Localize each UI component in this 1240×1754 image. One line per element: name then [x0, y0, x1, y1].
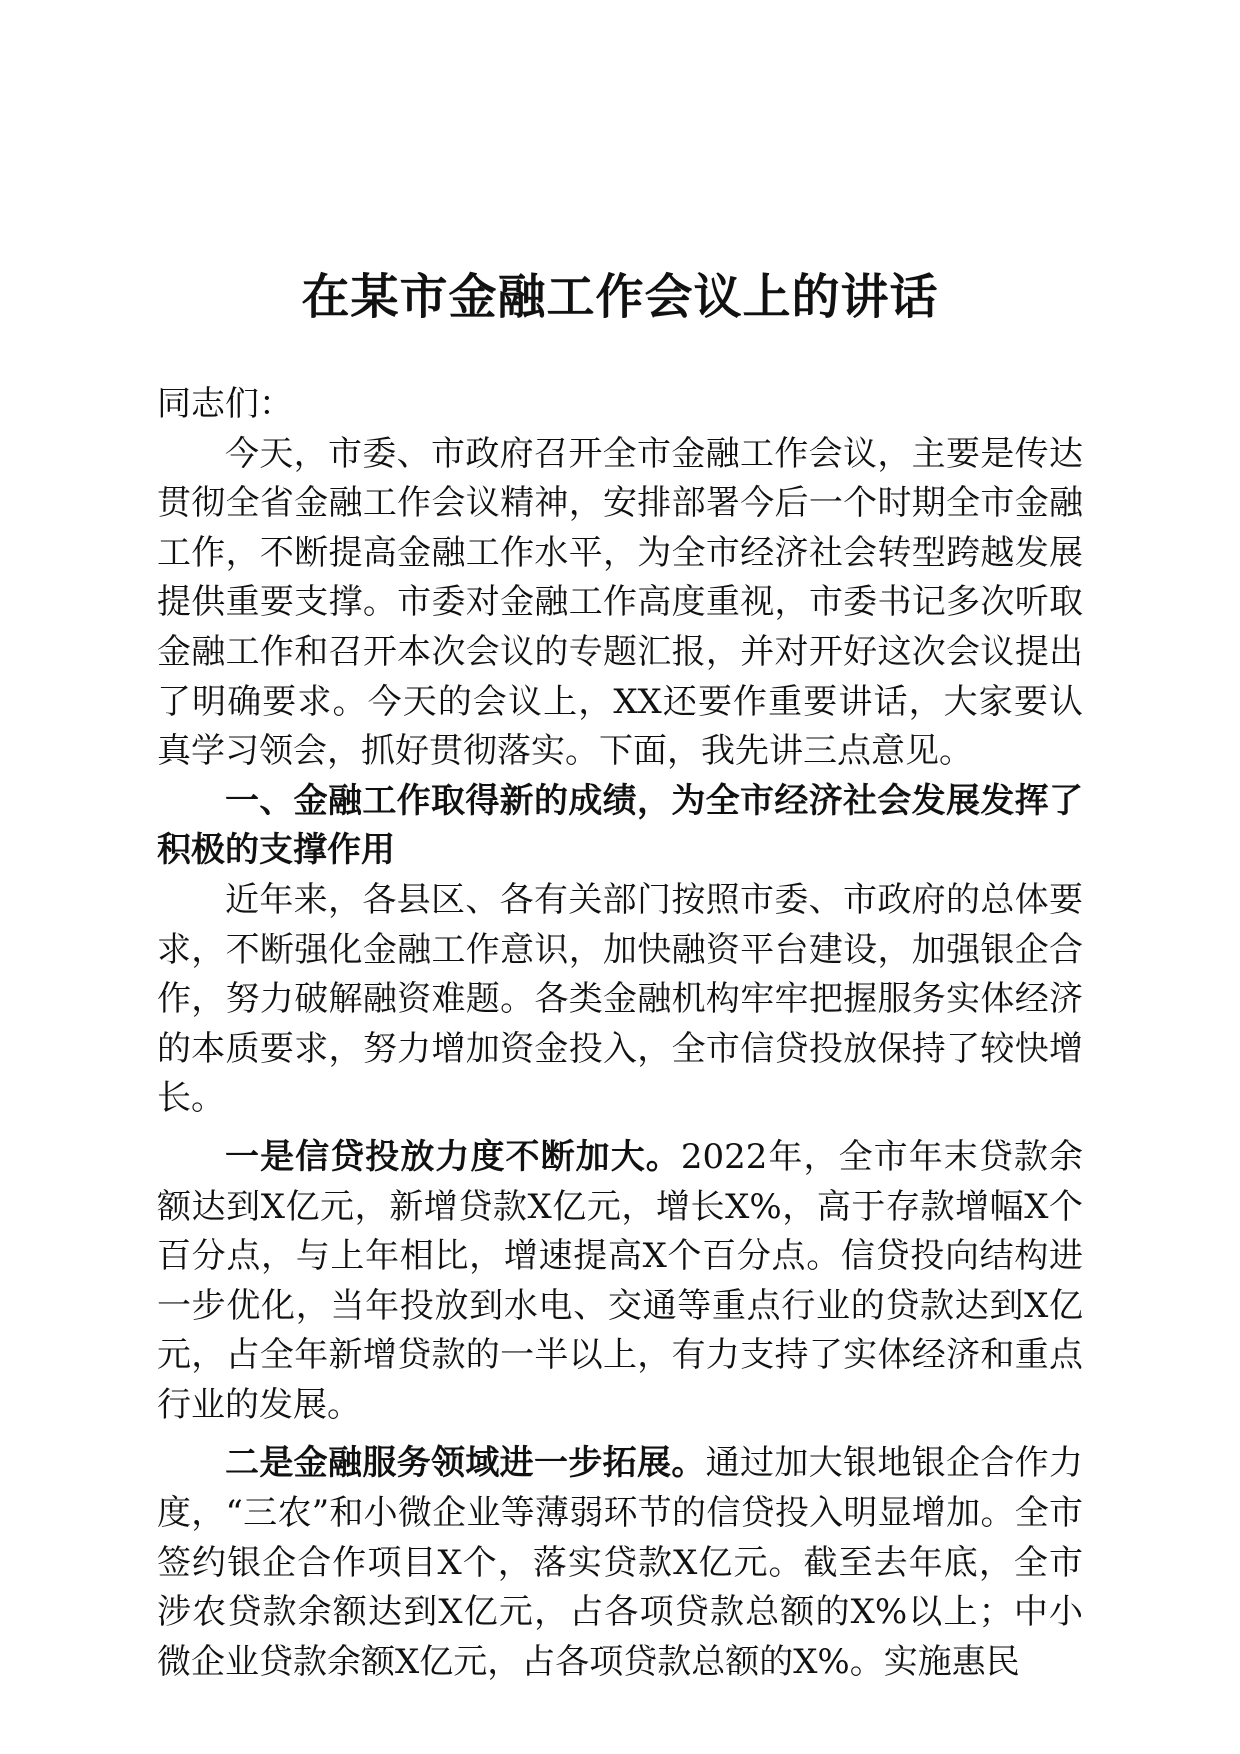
point-2-text: 通过加大银地银企合作力度，“三农”和小微企业等薄弱环节的信贷投入明显增加。全市签约银企合作项目X个，落实贷款X亿元。截至去年底，全市涉农贷款余额达到X亿元，占各项贷款总额的X%以上；中小微企业贷款余额X亿元，占各项贷款总额的X%。实施惠民	[157, 1443, 1084, 1682]
point-2-paragraph	[157, 1439, 1083, 1687]
point-1-lead: 一是信贷投放力度不断加大。	[225, 1136, 681, 1177]
point-1-text: 2022年，全市年末贷款余额达到X亿元，新增贷款X亿元，增长X%，高于存款增幅X个百分点，与上年相比，增速提高X个百分点。信贷投向结构进一步优化，当年投放到水电、交通等重点行业的贷款达到X亿元，占全年新增贷款的一半以上，有力支持了实体经济和重点行业的发展。	[157, 1136, 1084, 1425]
document-title: 在某市金融工作会议上的讲话	[301, 269, 939, 325]
section-1-heading: 一、金融工作取得新的成绩，为全市经济社会发展发挥了积极的支撑作用	[157, 780, 1083, 871]
section-1-intro-paragraph: 近年来，各县区、各有关部门按照市委、市政府的总体要求，不断强化金融工作意识，加快融资平台建设，加强银企合作，努力破解融资难题。各类金融机构牢牢把握服务实体经济的本质要求，努力增加资金投入，全市信贷投放保持了较快增长。	[157, 879, 1083, 1119]
document-body	[157, 380, 1083, 1687]
salutation: 同志们：	[157, 384, 293, 424]
point-1-paragraph	[157, 1133, 1083, 1431]
point-2-lead: 二是金融服务领域进一步拓展。	[225, 1443, 706, 1484]
intro-paragraph: 今天，市委、市政府召开全市金融工作会议，主要是传达贯彻全省金融工作会议精神，安排部署今后一个时期全市金融工作，不断提高金融工作水平，为全市经济社会转型跨越发展提供重要支撑。市委对金融工作高度重视，市委书记多次听取金融工作和召开本次会议的专题汇报，并对开好这次会议提出了明确要求。今天的会议上，XX还要作重要讲话，大家要认真学习领会，抓好贯彻落实。下面，我先讲三点意见。	[157, 433, 1083, 772]
